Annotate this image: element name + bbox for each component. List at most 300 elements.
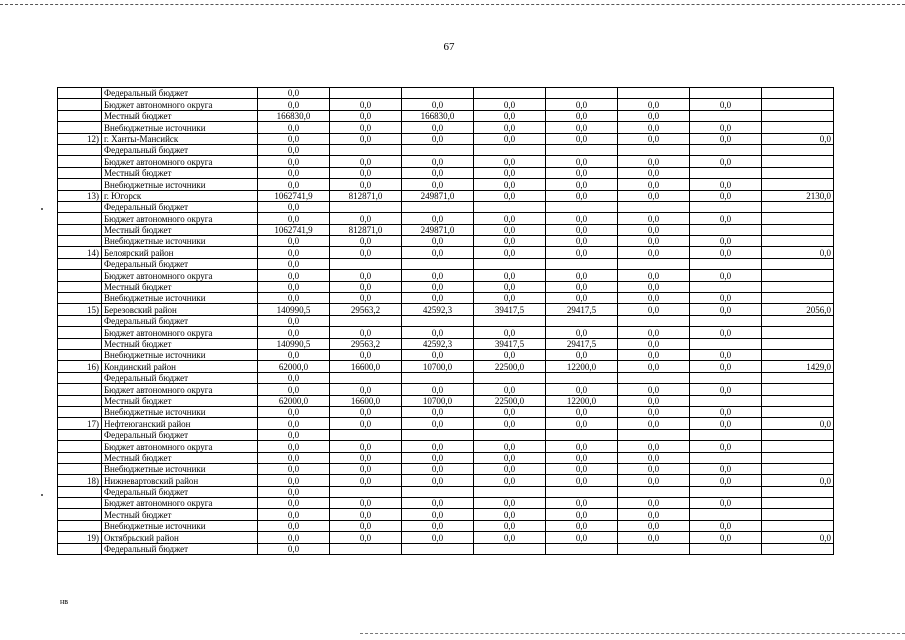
value-cell: 0,0: [402, 475, 474, 486]
value-cell: 0,0: [402, 349, 474, 360]
row-label: Бюджет автономного округа: [102, 213, 258, 224]
value-cell: 0,0: [402, 384, 474, 395]
value-cell: 0,0: [258, 452, 330, 463]
row-label: Бюджет автономного округа: [102, 441, 258, 452]
row-label: Местный бюджет: [102, 509, 258, 520]
table-row-source: [58, 270, 834, 281]
value-cell: 166830,0: [258, 110, 330, 121]
value-cell: 0,0: [690, 418, 762, 429]
value-cell: 0,0: [618, 110, 690, 121]
row-label: Нижневартовский район: [102, 475, 258, 486]
value-cell: 812871,0: [330, 224, 402, 235]
value-cell: 0,0: [546, 213, 618, 224]
value-cell: 0,0: [474, 452, 546, 463]
value-cell: 0,0: [690, 179, 762, 190]
value-cell: 0,0: [546, 463, 618, 474]
value-cell: 0,0: [474, 213, 546, 224]
value-cell: [762, 463, 834, 474]
row-label: Внебюджетные источники: [102, 179, 258, 190]
row-label: Нефтеюганский район: [102, 418, 258, 429]
row-number: [58, 122, 102, 133]
page-number: 67: [443, 41, 455, 53]
value-cell: 0,0: [546, 327, 618, 338]
value-cell: 0,0: [330, 327, 402, 338]
value-cell: 0,0: [330, 418, 402, 429]
value-cell: 0,0: [258, 475, 330, 486]
row-number: [58, 452, 102, 463]
row-label: Местный бюджет: [102, 167, 258, 178]
value-cell: 0,0: [402, 327, 474, 338]
value-cell: [762, 509, 834, 520]
value-cell: [762, 520, 834, 531]
value-cell: [474, 88, 546, 99]
value-cell: [546, 543, 618, 554]
value-cell: [762, 224, 834, 235]
value-cell: 0,0: [618, 406, 690, 417]
table-row-source: [58, 349, 834, 360]
row-number: [58, 509, 102, 520]
value-cell: 0,0: [330, 498, 402, 509]
value-cell: [762, 293, 834, 304]
value-cell: 0,0: [690, 441, 762, 452]
value-cell: 0,0: [474, 520, 546, 531]
value-cell: 0,0: [690, 133, 762, 144]
row-label: Местный бюджет: [102, 281, 258, 292]
row-number: [58, 281, 102, 292]
value-cell: 0,0: [546, 406, 618, 417]
value-cell: 0,0: [402, 167, 474, 178]
value-cell: 0,0: [474, 190, 546, 201]
value-cell: 166830,0: [402, 110, 474, 121]
value-cell: 0,0: [330, 441, 402, 452]
row-number: [58, 520, 102, 531]
value-cell: 140990,5: [258, 304, 330, 315]
value-cell: [546, 486, 618, 497]
row-number: 15): [58, 304, 102, 315]
value-cell: 0,0: [546, 475, 618, 486]
value-cell: 0,0: [474, 406, 546, 417]
value-cell: [546, 88, 618, 99]
value-cell: [762, 270, 834, 281]
value-cell: 0,0: [690, 520, 762, 531]
value-cell: 0,0: [762, 532, 834, 543]
value-cell: 0,0: [690, 122, 762, 133]
value-cell: 0,0: [330, 509, 402, 520]
row-label: Внебюджетные источники: [102, 349, 258, 360]
table-row-source: [58, 167, 834, 178]
table-row-source: [58, 224, 834, 235]
value-cell: 0,0: [546, 509, 618, 520]
value-cell: 0,0: [330, 99, 402, 110]
value-cell: 0,0: [474, 247, 546, 258]
table-row-source: [58, 122, 834, 133]
value-cell: [402, 258, 474, 269]
value-cell: 39417,5: [474, 338, 546, 349]
value-cell: 0,0: [330, 293, 402, 304]
row-number: [58, 88, 102, 99]
value-cell: [690, 338, 762, 349]
value-cell: [618, 486, 690, 497]
row-label: Федеральный бюджет: [102, 258, 258, 269]
row-label: Федеральный бюджет: [102, 315, 258, 326]
value-cell: 0,0: [762, 247, 834, 258]
value-cell: 0,0: [258, 247, 330, 258]
value-cell: 0,0: [474, 349, 546, 360]
value-cell: [330, 315, 402, 326]
value-cell: 0,0: [258, 384, 330, 395]
value-cell: 0,0: [690, 247, 762, 258]
value-cell: 0,0: [258, 520, 330, 531]
value-cell: [762, 452, 834, 463]
value-cell: 0,0: [618, 247, 690, 258]
value-cell: 0,0: [474, 281, 546, 292]
value-cell: [330, 372, 402, 383]
row-number: 18): [58, 475, 102, 486]
value-cell: 0,0: [762, 133, 834, 144]
value-cell: [690, 486, 762, 497]
table-row-source: [58, 463, 834, 474]
value-cell: 12200,0: [546, 361, 618, 372]
value-cell: 0,0: [618, 452, 690, 463]
value-cell: 0,0: [402, 532, 474, 543]
value-cell: 0,0: [546, 190, 618, 201]
row-label: Внебюджетные источники: [102, 236, 258, 247]
value-cell: 0,0: [618, 441, 690, 452]
value-cell: 0,0: [258, 441, 330, 452]
value-cell: 29417,5: [546, 304, 618, 315]
value-cell: 0,0: [690, 349, 762, 360]
value-cell: 0,0: [402, 281, 474, 292]
budget-table-body: [58, 88, 834, 555]
value-cell: [618, 144, 690, 155]
value-cell: 0,0: [546, 498, 618, 509]
row-label: Бюджет автономного округа: [102, 498, 258, 509]
row-label: г. Ханты-Мансийск: [102, 133, 258, 144]
value-cell: 0,0: [474, 293, 546, 304]
value-cell: [762, 88, 834, 99]
value-cell: [618, 543, 690, 554]
row-number: [58, 224, 102, 235]
value-cell: 0,0: [762, 418, 834, 429]
value-cell: 0,0: [618, 99, 690, 110]
row-label: Бюджет автономного округа: [102, 327, 258, 338]
row-number: [58, 179, 102, 190]
value-cell: [762, 281, 834, 292]
value-cell: 42592,3: [402, 338, 474, 349]
value-cell: [402, 372, 474, 383]
row-label: Федеральный бюджет: [102, 486, 258, 497]
value-cell: 0,0: [618, 293, 690, 304]
row-number: [58, 384, 102, 395]
value-cell: 0,0: [546, 122, 618, 133]
value-cell: 0,0: [618, 213, 690, 224]
value-cell: 0,0: [330, 179, 402, 190]
value-cell: 0,0: [474, 99, 546, 110]
value-cell: [402, 486, 474, 497]
row-label: Федеральный бюджет: [102, 543, 258, 554]
value-cell: 0,0: [474, 532, 546, 543]
value-cell: 0,0: [258, 543, 330, 554]
row-label: Местный бюджет: [102, 395, 258, 406]
value-cell: [618, 315, 690, 326]
value-cell: [762, 315, 834, 326]
value-cell: 10700,0: [402, 361, 474, 372]
value-cell: 0,0: [402, 122, 474, 133]
row-number: [58, 441, 102, 452]
value-cell: [330, 201, 402, 212]
value-cell: [618, 201, 690, 212]
value-cell: 0,0: [546, 270, 618, 281]
value-cell: 0,0: [618, 463, 690, 474]
table-row-source: [58, 338, 834, 349]
table-row-source: [58, 486, 834, 497]
value-cell: [474, 543, 546, 554]
value-cell: 0,0: [402, 99, 474, 110]
value-cell: 0,0: [258, 498, 330, 509]
value-cell: 0,0: [546, 418, 618, 429]
value-cell: [618, 372, 690, 383]
value-cell: 0,0: [402, 509, 474, 520]
value-cell: 39417,5: [474, 304, 546, 315]
value-cell: 0,0: [474, 110, 546, 121]
value-cell: 0,0: [258, 167, 330, 178]
value-cell: [474, 372, 546, 383]
row-number: [58, 543, 102, 554]
value-cell: 0,0: [690, 270, 762, 281]
value-cell: 249871,0: [402, 224, 474, 235]
value-cell: 0,0: [330, 452, 402, 463]
value-cell: 0,0: [546, 532, 618, 543]
value-cell: [762, 395, 834, 406]
value-cell: 0,0: [330, 384, 402, 395]
table-row-district: [58, 133, 834, 144]
value-cell: [762, 144, 834, 155]
value-cell: 0,0: [474, 224, 546, 235]
value-cell: [690, 110, 762, 121]
value-cell: 0,0: [330, 236, 402, 247]
value-cell: [402, 543, 474, 554]
value-cell: 0,0: [258, 315, 330, 326]
value-cell: [762, 327, 834, 338]
row-number: [58, 406, 102, 417]
value-cell: 0,0: [402, 452, 474, 463]
row-label: Федеральный бюджет: [102, 144, 258, 155]
table-row-district: [58, 418, 834, 429]
row-label: Бюджет автономного округа: [102, 384, 258, 395]
value-cell: 0,0: [618, 304, 690, 315]
value-cell: [474, 144, 546, 155]
table-row-source: [58, 156, 834, 167]
value-cell: 0,0: [258, 258, 330, 269]
value-cell: 0,0: [618, 520, 690, 531]
value-cell: 16600,0: [330, 361, 402, 372]
value-cell: 0,0: [402, 441, 474, 452]
value-cell: [762, 543, 834, 554]
value-cell: 0,0: [402, 179, 474, 190]
table-row-source: [58, 395, 834, 406]
value-cell: 42592,3: [402, 304, 474, 315]
value-cell: 0,0: [474, 498, 546, 509]
table-row-source: [58, 406, 834, 417]
value-cell: 0,0: [546, 349, 618, 360]
table-row-district: [58, 190, 834, 201]
value-cell: 0,0: [690, 498, 762, 509]
row-number: [58, 349, 102, 360]
row-label: Федеральный бюджет: [102, 372, 258, 383]
top-scan-line: [0, 4, 905, 5]
value-cell: [546, 372, 618, 383]
value-cell: 0,0: [402, 418, 474, 429]
value-cell: 0,0: [546, 247, 618, 258]
value-cell: 2130,0: [762, 190, 834, 201]
row-label: Внебюджетные источники: [102, 293, 258, 304]
table-row-source: [58, 258, 834, 269]
footer-mark: нв: [60, 597, 69, 606]
value-cell: [690, 509, 762, 520]
value-cell: 0,0: [258, 509, 330, 520]
value-cell: 0,0: [618, 167, 690, 178]
row-number: [58, 463, 102, 474]
value-cell: [762, 110, 834, 121]
value-cell: [762, 213, 834, 224]
value-cell: [690, 315, 762, 326]
value-cell: [762, 258, 834, 269]
value-cell: 0,0: [618, 498, 690, 509]
row-number: [58, 110, 102, 121]
value-cell: 0,0: [330, 532, 402, 543]
value-cell: 29417,5: [546, 338, 618, 349]
table-row-source: [58, 236, 834, 247]
value-cell: 0,0: [762, 475, 834, 486]
value-cell: [762, 122, 834, 133]
row-label: Внебюджетные источники: [102, 463, 258, 474]
value-cell: 0,0: [330, 475, 402, 486]
value-cell: 0,0: [474, 179, 546, 190]
value-cell: 1062741,9: [258, 224, 330, 235]
value-cell: 0,0: [690, 327, 762, 338]
value-cell: 0,0: [546, 441, 618, 452]
value-cell: [762, 201, 834, 212]
value-cell: 0,0: [690, 384, 762, 395]
row-label: Федеральный бюджет: [102, 88, 258, 99]
value-cell: [690, 224, 762, 235]
value-cell: [762, 338, 834, 349]
row-label: Местный бюджет: [102, 224, 258, 235]
row-number: [58, 315, 102, 326]
value-cell: 0,0: [258, 406, 330, 417]
value-cell: [330, 543, 402, 554]
value-cell: 0,0: [618, 122, 690, 133]
value-cell: 0,0: [474, 327, 546, 338]
table-row-source: [58, 281, 834, 292]
value-cell: 0,0: [258, 532, 330, 543]
row-number: 17): [58, 418, 102, 429]
value-cell: 22500,0: [474, 395, 546, 406]
table-row-source: [58, 384, 834, 395]
value-cell: 0,0: [474, 509, 546, 520]
value-cell: [762, 384, 834, 395]
row-label: Федеральный бюджет: [102, 201, 258, 212]
value-cell: 0,0: [690, 156, 762, 167]
row-number: 16): [58, 361, 102, 372]
row-number: [58, 338, 102, 349]
value-cell: 2056,0: [762, 304, 834, 315]
value-cell: [618, 258, 690, 269]
value-cell: 0,0: [618, 236, 690, 247]
value-cell: 0,0: [474, 441, 546, 452]
value-cell: 0,0: [258, 486, 330, 497]
value-cell: 0,0: [618, 224, 690, 235]
row-number: [58, 213, 102, 224]
value-cell: 22500,0: [474, 361, 546, 372]
value-cell: 1429,0: [762, 361, 834, 372]
row-label: Внебюджетные источники: [102, 520, 258, 531]
value-cell: 0,0: [402, 247, 474, 258]
value-cell: 29563,2: [330, 338, 402, 349]
row-number: [58, 201, 102, 212]
value-cell: 0,0: [330, 247, 402, 258]
value-cell: [762, 349, 834, 360]
row-label: Внебюджетные источники: [102, 122, 258, 133]
value-cell: 0,0: [258, 349, 330, 360]
value-cell: 0,0: [330, 520, 402, 531]
value-cell: 0,0: [258, 213, 330, 224]
value-cell: [474, 201, 546, 212]
row-number: [58, 167, 102, 178]
value-cell: 140990,5: [258, 338, 330, 349]
value-cell: [762, 99, 834, 110]
value-cell: [762, 167, 834, 178]
value-cell: 0,0: [690, 475, 762, 486]
table-row-source: [58, 144, 834, 155]
value-cell: [762, 156, 834, 167]
value-cell: 0,0: [258, 99, 330, 110]
value-cell: [690, 543, 762, 554]
table-row-source: [58, 213, 834, 224]
row-number: 14): [58, 247, 102, 258]
row-number: [58, 236, 102, 247]
value-cell: [546, 144, 618, 155]
value-cell: [762, 406, 834, 417]
value-cell: [402, 429, 474, 440]
value-cell: 0,0: [618, 133, 690, 144]
value-cell: 0,0: [474, 384, 546, 395]
budget-table: [57, 87, 834, 555]
value-cell: [762, 441, 834, 452]
value-cell: 0,0: [474, 133, 546, 144]
table-row-district: [58, 361, 834, 372]
value-cell: 10700,0: [402, 395, 474, 406]
row-label: Бюджет автономного округа: [102, 99, 258, 110]
value-cell: 0,0: [330, 110, 402, 121]
table-row-source: [58, 520, 834, 531]
value-cell: 0,0: [546, 167, 618, 178]
value-cell: 0,0: [546, 133, 618, 144]
value-cell: 0,0: [690, 532, 762, 543]
value-cell: [690, 88, 762, 99]
row-number: 12): [58, 133, 102, 144]
value-cell: 0,0: [402, 406, 474, 417]
table-row-source: [58, 315, 834, 326]
value-cell: [618, 429, 690, 440]
table-row-district: [58, 247, 834, 258]
value-cell: 0,0: [258, 179, 330, 190]
value-cell: 0,0: [618, 179, 690, 190]
table-row-source: [58, 88, 834, 99]
value-cell: [690, 144, 762, 155]
value-cell: 0,0: [402, 498, 474, 509]
row-number: [58, 270, 102, 281]
